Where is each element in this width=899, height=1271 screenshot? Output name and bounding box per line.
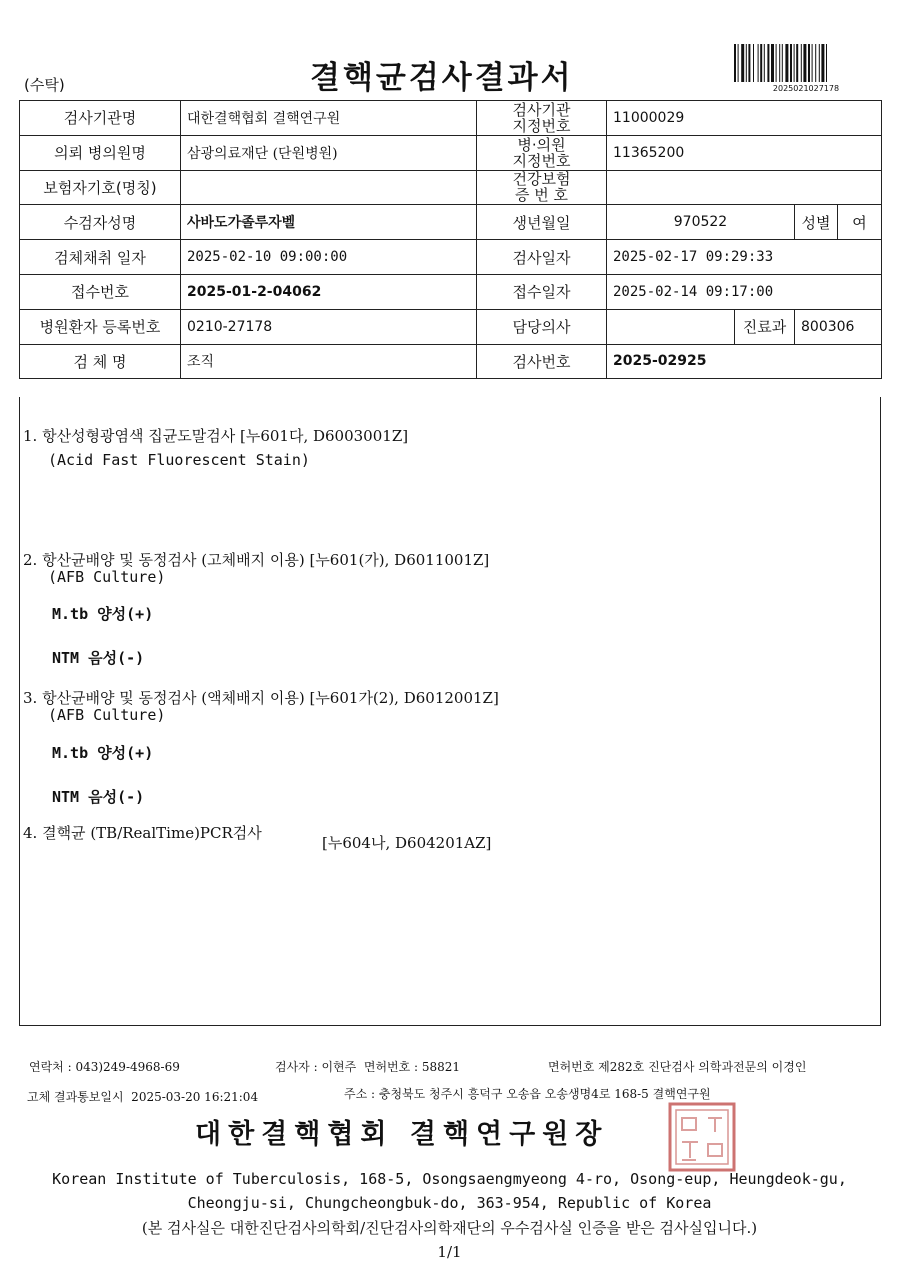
test-4-title: 4. 결핵균 (TB/RealTime)PCR검사 [23, 824, 262, 842]
value-receipt-number: 2025-01-2-04062 [181, 274, 477, 309]
document-title: 결핵균검사결과서 [310, 60, 574, 96]
value-sex: 여 [838, 205, 882, 240]
label-receipt-number: 접수번호 [20, 274, 181, 309]
tester: 검사자 : 이현주 면허번호 : 58821 [275, 1060, 461, 1074]
address-en-line-1: Korean Institute of Tuberculosis, 168-5, Osongsaengmyeong 4-ro, Osong-eup, Heungdeok-gu, [52, 1170, 847, 1188]
value-receipt-date: 2025-02-14 09:17:00 [607, 274, 882, 309]
label-insurer: 보험자기호(명칭) [20, 170, 181, 205]
test-3-result-ntm: NTM 음성(-) [52, 788, 145, 806]
label-hospital-code: 병·의원 지정번호 [477, 135, 607, 170]
value-collection-date: 2025-02-10 09:00:00 [181, 240, 477, 275]
value-lab-name: 대한결핵협회 결핵연구원 [181, 101, 477, 136]
label-test-date: 검사일자 [477, 240, 607, 275]
value-insurance-number [607, 170, 882, 205]
value-patient-reg-number: 0210-27178 [181, 309, 477, 344]
receipt-tag: (수탁) [24, 76, 65, 94]
label-test-number: 검사번호 [477, 344, 607, 379]
page-number: 1/1 [437, 1243, 462, 1261]
value-hospital-code: 11365200 [607, 135, 882, 170]
value-test-date: 2025-02-17 09:29:33 [607, 240, 882, 275]
label-hospital-name: 의뢰 병의원명 [20, 135, 181, 170]
value-birth-date: 970522 [607, 205, 795, 240]
label-receipt-date: 접수일자 [477, 274, 607, 309]
label-specimen: 검 체 명 [20, 344, 181, 379]
table-row [20, 205, 882, 240]
institution-head: 대한결핵협회 결핵연구원장 [195, 1119, 609, 1150]
label-sex: 성별 [795, 205, 838, 240]
test-4-code: [누604나, D604201AZ] [322, 834, 492, 852]
seal-icon [668, 1102, 736, 1172]
value-department: 800306 [795, 309, 882, 344]
value-patient-name: 사바도가졸루자벨 [181, 205, 477, 240]
label-department: 진료과 [735, 309, 795, 344]
specialist: 면허번호 제282호 진단검사 의학과전문의 이경인 [548, 1060, 807, 1074]
table-row [20, 240, 882, 275]
table-row [20, 135, 882, 170]
certification-note: (본 검사실은 대한진단검사의학회/진단검사의학재단의 우수검사실 인증을 받은 검사실입니다.) [141, 1219, 758, 1237]
table-row [20, 274, 882, 309]
label-patient-name: 수검자성명 [20, 205, 181, 240]
contact: 연락처 : 043)249-4968-69 [29, 1060, 180, 1074]
barcode-icon [733, 44, 879, 82]
value-insurer [181, 170, 477, 205]
label-insurance-number: 건강보험 증 번 호 [477, 170, 607, 205]
test-1-title: 1. 항산성형광염색 집균도말검사 [누601다, D6003001Z] [23, 427, 409, 445]
table-row [20, 101, 882, 136]
value-doctor [607, 309, 735, 344]
label-birth-date: 생년월일 [477, 205, 607, 240]
test-2-title: 2. 항산균배양 및 동정검사 (고체배지 이용) [누601(가), D6011001Z] [23, 551, 490, 569]
table-row [20, 170, 882, 205]
value-test-number: 2025-02925 [607, 344, 882, 379]
label-lab-name: 검사기관명 [20, 101, 181, 136]
value-hospital-name: 삼광의료재단 (단원병원) [181, 135, 477, 170]
report-time: 고체 결과통보일시 2025-03-20 16:21:04 [27, 1090, 259, 1104]
test-2-result-ntm: NTM 음성(-) [52, 649, 145, 667]
label-patient-reg-number: 병원환자 등록번호 [20, 309, 181, 344]
value-specimen: 조직 [181, 344, 477, 379]
test-2-subtitle: (AFB Culture) [48, 568, 166, 586]
table-row [20, 344, 882, 379]
address-kr: 주소 : 충청북도 청주시 흥덕구 오송읍 오송생명4로 168-5 결핵연구원 [344, 1087, 711, 1101]
test-3-subtitle: (AFB Culture) [48, 706, 166, 724]
table-row [20, 309, 882, 344]
test-3-result-mtb: M.tb 양성(+) [52, 744, 154, 762]
label-doctor: 담당의사 [477, 309, 607, 344]
test-2-result-mtb: M.tb 양성(+) [52, 605, 154, 623]
label-lab-code: 검사기관 지정번호 [477, 101, 607, 136]
info-table [19, 100, 882, 379]
label-collection-date: 검체채취 일자 [20, 240, 181, 275]
value-lab-code: 11000029 [607, 101, 882, 136]
barcode-number: 2025021027178 [772, 84, 840, 93]
test-1-subtitle: (Acid Fast Fluorescent Stain) [48, 451, 310, 469]
address-en-line-2: Cheongju-si, Chungcheongbuk-do, 363-954, Republic of Korea [187, 1194, 712, 1212]
test-3-title: 3. 항산균배양 및 동정검사 (액체배지 이용) [누601가(2), D6012001Z] [23, 689, 499, 707]
